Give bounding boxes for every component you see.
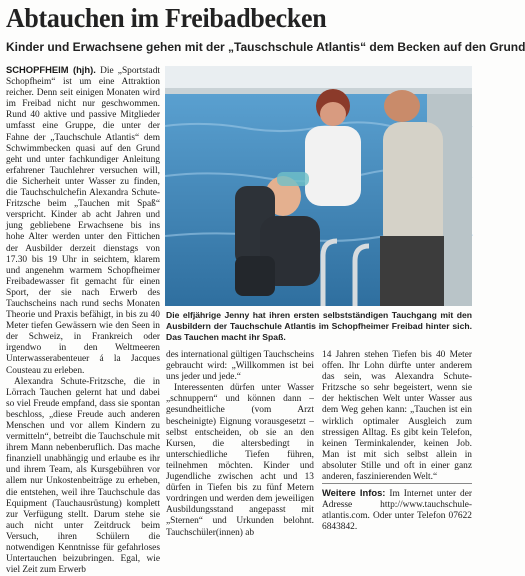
article-headline: Abtauchen im Freibadbecken (6, 3, 327, 33)
article-photo (165, 66, 472, 306)
paragraph: des international gültigen Tauchscheins gebraucht wird: „Willkommen ist bei uns jeder und jede.“ (166, 350, 314, 383)
dateline: SCHOPFHEIM (hjh). (6, 64, 96, 75)
photo-caption: Die elfjährige Jenny hat ihren ersten selbstständigen Tauchgang mit den Ausbildern der Tauchschule Atlantis im Schopfheimer Freibad hinter sich. Das Tauchen macht ihr Spaß. (166, 310, 472, 342)
paragraph: 14 Jahren stehen Tiefen bis 40 Meter offen. Ihr Lohn dürfte unter anderem das sein, was Alexandra Schute-Fritzsche so sehr begeistert, wenn sie der hektischen Welt unter Wasser aus dem Weg gehen kann: „Tauchen ist ein wirklich optimaler Ausgleich zum stressigen Alltag. Es gibt kein Telefon, keinen Terminkalender, keinen Job. Man ist mit sich selbst allein in absoluter Stille und oft in einer ganz anderen, faszinierenden Welt.“ (322, 350, 472, 483)
paragraph: Alexandra Schute-Fritzsche, die in Lörrach Tauchen gelernt hat und dabei so viel Freude empfand, dass sie spontan beschloss, „diese Freude auch anderen Menschen und vor allem Kindern zu vermitteln“, betreibt die Tauchschule mit ihrem Mann nebenberuflich. Das mache finanziell unabhängig und erlaube es ihr und ihrem Team, als Kursgebühren vor allem nur Unkostenbeiträge zu erheben, die entstehen, weil ihre Tauchschule das Equipment (Tauchausrüstung) komplett zur Verfügung stellt. Darum stehe sie auch nicht unter Zeitdruck beim Versuch, ihren Schülern die notwendigen Kenntnisse für gefahrloses Untertauchen beizubringen. Egal, wie viel Zeit zum Erwerb (6, 376, 160, 576)
paragraph: Interessenten dürfen unter Wasser „schnuppern“ und können dann – gesundheitliche (vom Arzt bescheinigte) Eignung vorausgesetzt – selbst entscheiden, ob sie an den Kursen, die altersbedingt in unterschiedliche Tiefen führen, teilnehmen möchten. Kinder und Jugendliche zwischen acht und 13 dürfen in Tiefen bis zu fünf Metern vordringen und werden dem jeweiligen Ausbildungsstand angepasst mit „Sternen“ und Urkunden belohnt. Tauchschüler(innen) ab (166, 383, 314, 538)
paragraph-text: Die „Sportstadt Schopfheim“ ist um eine Attraktion reicher. Denn seit einigen Monaten wird im Freibad nicht nur geschwommen. Rund 40 aktive und passive Mitglieder umfasst eine Gruppe, die unter der Fahne der „Tauchschule Atlantis“ dem Schwimmbecken quasi auf den Grund geht und unter fachkundiger Anleitung erfahrener Tauchlehrer versuchen will, die Sicherheit unter Wasser zu finden, die Tauchschulchefin Alexandra Schute-Fritzsche beim „Tauchen mit Spaß“ verspricht. Kinder ab acht Jahren und jung gebliebene Erwachsene bis ins hohe Alter werden unter den Fittichen der Ausbilder derzeit dienstags von 17.30 bis 19 Uhr in seichtem, klarem und angenehm warmem Schopfheimer Freibadewasser fit gemacht für einen Sport, der sie nach Erwerb des Tauchscheins nach rund sechs Monaten Theorie und Praxis befähigt, in bis zu 40 Meter tiefen Gewässern wie den Seen in der Schweiz, in Frankreich oder irgendwo in den Weltmeeren Unterwasserabenteuer á la Jacques Cousteau zu erleben. (6, 66, 160, 376)
swimming-pool-photo (165, 66, 472, 306)
info-label: Weitere Infos: (322, 487, 386, 499)
info-text: Im Internet unter der Adresse http://www.tauchschule-atlantis.com. Oder unter Telefon 07622 6843842. (322, 489, 472, 533)
article-column-3 (322, 350, 472, 533)
article-column-1 (6, 64, 160, 576)
paragraph (6, 64, 160, 377)
article-column-2 (166, 350, 314, 538)
article-subheadline: Kinder und Erwachsene gehen mit der „Tauschschule Atlantis“ dem Becken auf den Grund (6, 40, 525, 54)
info-box (322, 483, 472, 533)
